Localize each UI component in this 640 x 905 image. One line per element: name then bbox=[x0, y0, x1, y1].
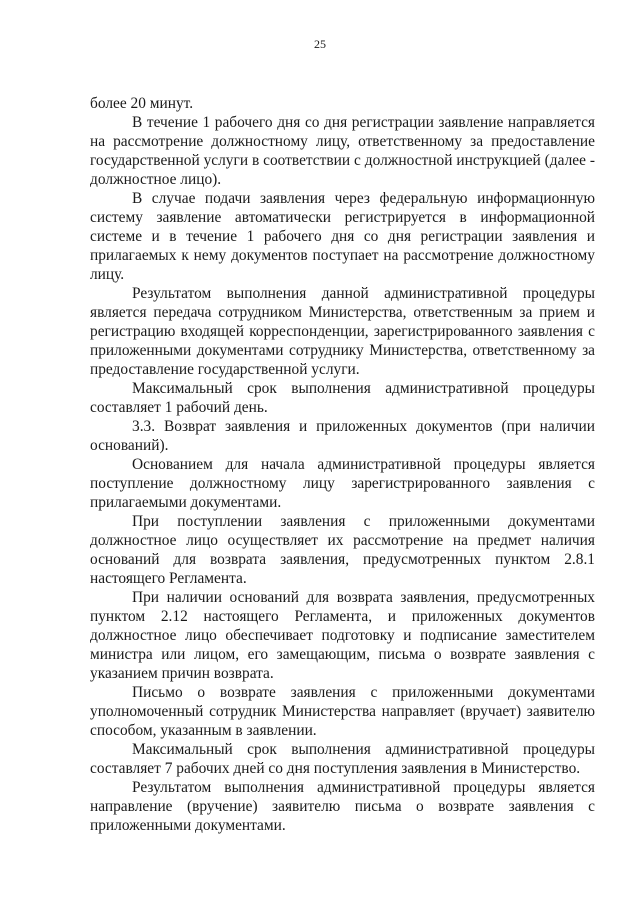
paragraph: Письмо о возврате заявления с приложенными документами уполномоченный сотрудник Министерства направляет (вручает) заявителю способом, указанным в заявлении. bbox=[90, 684, 595, 739]
paragraph: Максимальный срок выполнения административной процедуры составляет 7 рабочих дней со дня поступления заявления в Министерство. bbox=[90, 741, 595, 777]
paragraph: В случае подачи заявления через федеральную информационную систему заявление автоматически регистрируется в информационной системе и в течение 1 рабочего дня со дня регистрации заявления и прилагаемых к нему документов поступает на рассмотрение должностному лицу. bbox=[90, 190, 595, 283]
paragraph: 3.3. Возврат заявления и приложенных документов (при наличии оснований). bbox=[90, 418, 595, 454]
paragraph: Результатом выполнения данной административной процедуры является передача сотрудником Министерства, ответственным за прием и регистрацию входящей корреспонденции, зарегистрированного заявления с приложенными документами сотруднику Министерства, ответственному за предоставление государственной услуги. bbox=[90, 285, 595, 378]
paragraph: В течение 1 рабочего дня со дня регистрации заявление направляется на рассмотрение должностному лицу, ответственному за предоставление государственной услуги в соответствии с должностной инструкцией (далее - должностное лицо). bbox=[90, 114, 595, 188]
paragraph: Основанием для начала административной процедуры является поступление должностному лицу зарегистрированного заявления с прилагаемыми документами. bbox=[90, 456, 595, 511]
paragraph: Максимальный срок выполнения административной процедуры составляет 1 рабочий день. bbox=[90, 380, 595, 416]
paragraph: При наличии оснований для возврата заявления, предусмотренных пунктом 2.12 настоящего Регламента, и приложенных документов должностное лицо обеспечивает подготовку и подписание заместителем министра или лицом, его замещающим, письма о возврате заявления с указанием причин возврата. bbox=[90, 589, 595, 682]
paragraph: более 20 минут. bbox=[90, 95, 194, 112]
page-number: 25 bbox=[314, 37, 326, 51]
document-body bbox=[90, 94, 595, 835]
paragraph: При поступлении заявления с приложенными документами должностное лицо осуществляет их рассмотрение на предмет наличия оснований для возврата заявления, предусмотренных пунктом 2.8.1 настоящего Регламента. bbox=[90, 513, 595, 587]
paragraph: Результатом выполнения административной процедуры является направление (вручение) заявителю письма о возврате заявления с приложенными документами. bbox=[90, 779, 595, 834]
